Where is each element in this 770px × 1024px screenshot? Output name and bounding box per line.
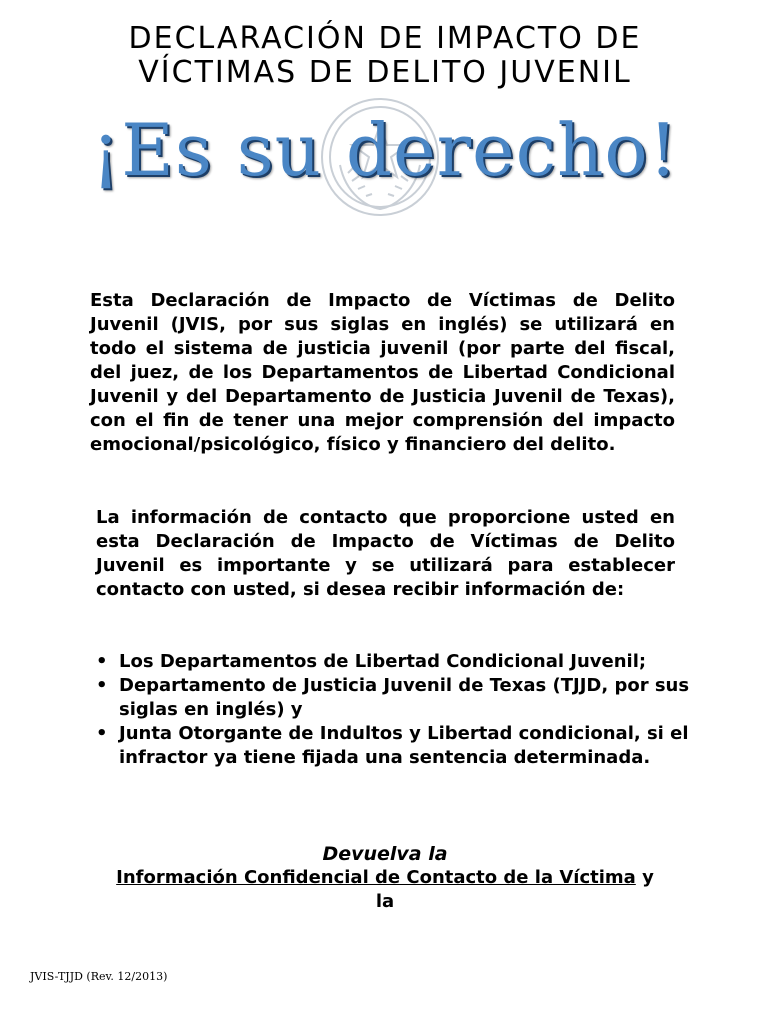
list-item — [92, 674, 692, 722]
closing-line-2 — [0, 866, 770, 890]
closing-line-1: Devuelva la — [322, 843, 448, 865]
list-item — [92, 722, 692, 770]
confidential-contact-form-title: Información Confidencial de Contacto de la Víctima — [116, 867, 636, 888]
closing-line-3: la — [375, 891, 395, 912]
document-title-line-1: DECLARACIÓN DE IMPACTO DE — [128, 21, 642, 56]
list-item — [92, 650, 692, 674]
intro-paragraph: Esta Declaración de Impacto de Víctimas de Delito Juvenil (JVIS, por sus siglas en inglés) se utilizará en todo el sistema de justicia juvenil (por parte del fiscal, del juez, de los Departamentos de Libertad Condicional Juvenil y del Departamento de Justicia Juvenil de Texas), con el fin de tener una mejor comprensión del impacto emocional/psicológico, físico y financiero del delito. — [90, 290, 675, 455]
document-title-line-2: VÍCTIMAS DE DELITO JUVENIL — [138, 55, 632, 90]
bullet-icon: • — [96, 723, 108, 744]
list-item-text: Junta Otorgante de Indultos y Libertad condicional, si el infractor ya tiene fijada una sentencia determinada. — [119, 723, 689, 768]
closing-line-2-rest: y — [635, 867, 654, 888]
list-item-text: Departamento de Justicia Juvenil de Texas (TJJD, por sus siglas en inglés) y — [119, 675, 690, 720]
contact-info-paragraph: La información de contacto que proporcione usted en esta Declaración de Impacto de Víctimas de Delito Juvenil es importante y se utilizará para establecer contacto con usted, si desea recibir información de: — [96, 507, 675, 600]
bullet-icon: • — [96, 651, 108, 672]
recipient-list — [92, 650, 692, 770]
form-revision-footer: JVIS-TJJD (Rev. 12/2013) — [30, 970, 168, 983]
list-item-text: Los Departamentos de Libertad Condicional Juvenil; — [119, 651, 647, 672]
bullet-icon: • — [96, 675, 108, 696]
slogan-heading: ¡Es su derecho! — [91, 108, 679, 192]
